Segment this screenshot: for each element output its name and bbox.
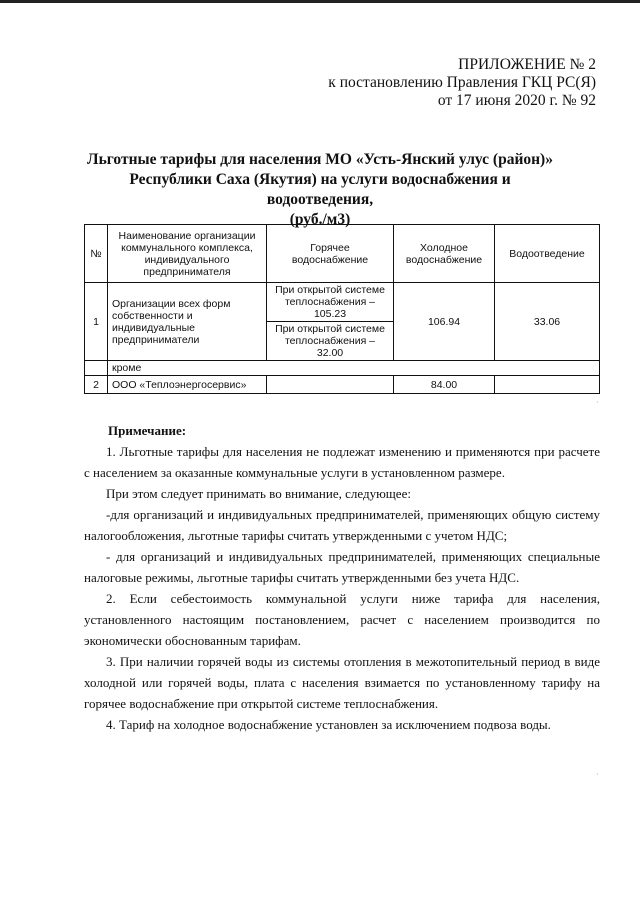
header-cold: Холодное водоснабжение bbox=[394, 225, 495, 283]
appendix-line-3: от 17 июня 2020 г. № 92 bbox=[437, 92, 596, 109]
except-empty-cell bbox=[85, 361, 108, 376]
scan-top-border bbox=[0, 0, 640, 3]
table-row-except bbox=[85, 361, 600, 376]
row2-waste bbox=[495, 376, 600, 394]
note-paragraph-3: -для организаций и индивидуальных предпринимателей, применяющих общую систему налогообложения, льготные тарифы считать утвержденными с учетом НДС; bbox=[84, 507, 600, 543]
row1-hot-open-2: При открытой системе теплоснабжения – 32.00 bbox=[267, 322, 394, 361]
note-paragraph-2: При этом следует принимать во внимание, следующее: bbox=[106, 486, 411, 501]
table-row bbox=[85, 283, 600, 322]
row2-cold: 84.00 bbox=[394, 376, 495, 394]
header-hot: Горячее водоснабжение bbox=[267, 225, 394, 283]
note-paragraph-7: 4. Тариф на холодное водоснабжение установлен за исключением подвоза воды. bbox=[106, 717, 551, 732]
title-line-1: Льготные тарифы для населения МО «Усть-Янский улус (район)» bbox=[87, 151, 553, 168]
title-line-2: Республики Саха (Якутия) на услуги водоснабжения и водоотведения, bbox=[129, 171, 511, 208]
except-label: кроме bbox=[108, 361, 600, 376]
row2-num: 2 bbox=[85, 376, 108, 394]
note-paragraph-6: 3. При наличии горячей воды из системы отопления в межотопительный период в виде холодной или горячей воды, плата с населения взимается по установленному тарифу на горячее водоснабжение при открытой системе теплоснабжения. bbox=[84, 654, 600, 711]
notes-heading: Примечание: bbox=[108, 423, 187, 438]
tariff-table bbox=[84, 224, 600, 394]
row1-hot-open: При открытой системе теплоснабжения – 105.23 bbox=[267, 283, 394, 322]
row1-waste: 33.06 bbox=[495, 283, 600, 361]
notes-section bbox=[84, 420, 600, 735]
document-title bbox=[80, 150, 560, 230]
scan-speck: · bbox=[596, 770, 599, 779]
appendix-header bbox=[328, 56, 596, 110]
row2-hot bbox=[267, 376, 394, 394]
scan-speck: · bbox=[596, 398, 599, 407]
appendix-line-2: к постановлению Правления ГКЦ РС(Я) bbox=[328, 74, 596, 91]
title-line-3: (руб./м3) bbox=[289, 211, 351, 228]
row1-cold: 106.94 bbox=[394, 283, 495, 361]
note-paragraph-4: - для организаций и индивидуальных предпринимателей, применяющих специальные налоговые режимы, льготные тарифы считать утвержденными без учета НДС. bbox=[84, 549, 600, 585]
header-waste: Водоотведение bbox=[495, 225, 600, 283]
note-paragraph-5: 2. Если себестоимость коммунальной услуги ниже тарифа для населения, установленного настоящим постановлением, расчет с населением производится по экономически обоснованным тарифам. bbox=[84, 591, 600, 648]
appendix-line-1: ПРИЛОЖЕНИЕ № 2 bbox=[458, 56, 596, 73]
header-org: Наименование организации коммунального комплекса, индивидуального предпринимателя bbox=[108, 225, 267, 283]
header-num: № bbox=[85, 225, 108, 283]
table-header-row bbox=[85, 225, 600, 283]
row1-num: 1 bbox=[85, 283, 108, 361]
note-paragraph-1: 1. Льготные тарифы для населения не подлежат изменению и применяются при расчете с населением за оказанные коммунальные услуги в установленном размере. bbox=[84, 444, 600, 480]
table-row bbox=[85, 376, 600, 394]
row2-org: ООО «Теплоэнергосервис» bbox=[108, 376, 267, 394]
row1-org: Организации всех форм собственности и индивидуальные предприниматели bbox=[108, 283, 267, 361]
